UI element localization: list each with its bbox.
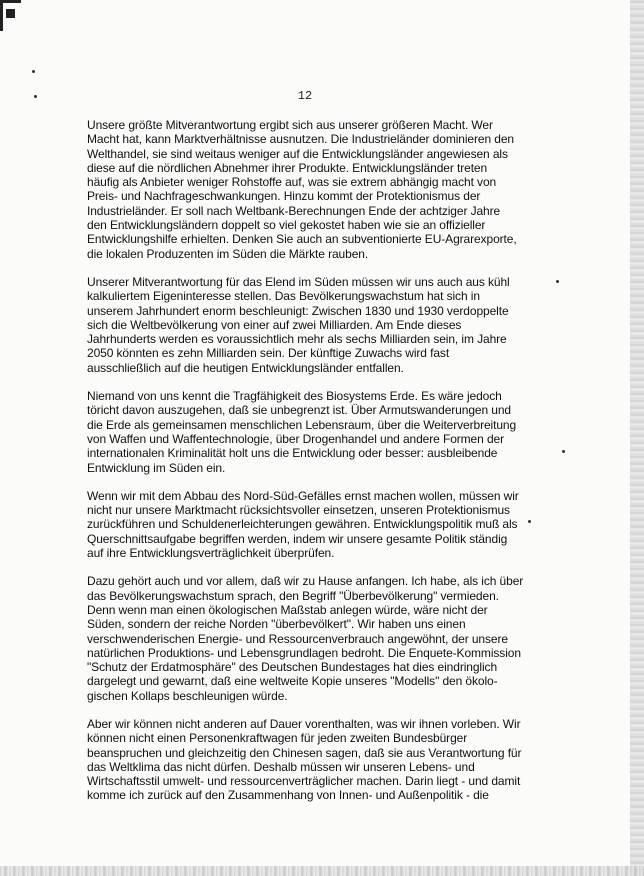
text-line: die Erde als gemeinsamen menschlichen Lebensraum, über die Weiterverbreitung: [87, 417, 517, 432]
text-line: Wirtschaftsstil umwelt- und ressourcenverträglicher machen. Darin liegt - und damit: [87, 774, 521, 789]
text-line: nicht nur unsere Marktmacht rücksichtsvoller einsetzen, unseren Protektionismus: [87, 503, 510, 518]
scan-speck: [562, 450, 565, 453]
text-line: Denn wenn man einen ökologischen Maßstab anlegen würde, wäre nicht der: [87, 602, 488, 617]
page-number: 12: [297, 89, 313, 103]
text-line: natürlichen Produktions- und Lebensgrundlagen bedroht. Die Enquete-Kommission: [87, 645, 521, 660]
text-line: 2050 könnten es zehn Milliarden sein. Der künftige Zuwachs wird fast: [87, 346, 450, 361]
text-line: zurückführen und Schuldenerleichterungen gewähren. Entwicklungspolitik muß als: [87, 517, 518, 532]
paragraph: [87, 118, 557, 261]
text-line: Entwicklung im Süden ein.: [87, 460, 226, 475]
text-line: das Bevölkerungswachstum sprach, den Begriff "Überbevölkerung" vermieden.: [87, 588, 499, 603]
text-line: Entwicklungshilfe erhielten. Denken Sie auch an subventionierte EU-Agrarexporte,: [87, 232, 517, 247]
text-line: Preis- und Nachfrageschwankungen. Hinzu kommt der Protektionismus der: [87, 189, 481, 204]
text-line: Unserer Mitverantwortung für das Elend im Süden müssen wir uns auch aus kühl: [87, 274, 510, 289]
text-line: diese auf die nördlichen Abnehmer ihrer Produkte. Entwicklungsländer treten: [87, 160, 488, 175]
text-line: das Weltklima das nicht dürfen. Deshalb müssen wir unseren Lebens- und: [87, 759, 475, 774]
text-line: komme ich zurück auf den Zusammenhang von Innen- und Außenpolitik - die: [87, 788, 489, 803]
scan-edge-bottom: [0, 866, 644, 876]
text-line: töricht davon auszugehen, daß sie unbegrenzt ist. Über Armutswanderungen und: [87, 403, 512, 418]
scan-corner-mark: [0, 0, 21, 31]
text-line: den Entwicklungsländern doppelt so viel gekostet haben wie sie an offizieller: [87, 218, 486, 233]
scan-edge-right: [630, 0, 644, 876]
text-line: auf ihre Entwicklungsverträglichkeit überprüfen.: [87, 546, 335, 561]
text-line: Macht hat, kann Marktverhältnisse ausnutzen. Die Industrieländer dominieren den: [87, 132, 515, 147]
text-line: Unsere größte Mitverantwortung ergibt sich aus unserer größeren Macht. Wer: [87, 118, 493, 132]
text-line: unserem Jahrhundert enorm beschleunigt: Zwischen 1830 und 1930 verdoppelte: [87, 303, 509, 318]
text-line: Wenn wir mit dem Abbau des Nord-Süd-Gefälles ernst machen wollen, müssen wir: [87, 488, 519, 503]
text-line: Süden, sondern der reiche Norden "überbevölkert". Wir haben uns einen: [87, 617, 466, 632]
text-line: "Schutz der Erdatmosphäre" des Deutschen Bundestages hat dies eindringlich: [87, 660, 498, 675]
text-line: verschwenderischen Energie- und Ressourcenverbrauch angewöhnt, der unsere: [87, 631, 508, 646]
text-line: ausschließlich auf die heutigen Entwicklungsländer entfallen.: [87, 360, 404, 375]
text-line: Jahrhunderts werden es voraussichtlich mehr als sechs Milliarden sein, im Jahre: [87, 332, 507, 347]
paragraph: [87, 389, 557, 475]
text-line: gischen Kollaps beschleunigen würde.: [87, 688, 288, 703]
text-line: häufig als Anbieter weniger Rohstoffe auf, was sie extrem abhängig macht von: [87, 175, 497, 190]
text-line: dargelegt und gewarnt, daß eine weltweite Kopie unseres "Modells" den ökolo-: [87, 674, 498, 689]
text-line: Dazu gehört auch und vor allem, daß wir zu Hause anfangen. Ich habe, als ich über: [87, 574, 524, 589]
text-line: Welthandel, sie sind weitaus weniger auf die Entwicklungsländer angewiesen als: [87, 146, 508, 161]
text-line: Niemand von uns kennt die Tragfähigkeit des Biosystems Erde. Es wäre jedoch: [87, 389, 502, 404]
text-line: beanspruchen und gleichzeitig den Chinesen sagen, daß sie aus Verantwortung für: [87, 745, 522, 760]
paragraph: [87, 275, 557, 375]
text-line: kalkuliertem Eigeninteresse stellen. Das Bevölkerungswachstum hat sich in: [87, 289, 480, 304]
text-line: von Waffen und Waffentechnologie, über Drogenhandel und andere Formen der: [87, 431, 504, 446]
text-line: Querschnittsaufgabe begriffen werden, indem wir unsere gesamte Politik ständig: [87, 531, 508, 546]
paragraph: [87, 489, 557, 560]
text-line: Aber wir können nicht anderen auf Dauer vorenthalten, was wir ihnen vorleben. Wir: [87, 716, 521, 731]
text-line: internationalen Kriminalität holt uns die Entwicklung oder besser: ausbleibende: [87, 446, 498, 461]
text-line: Industrieländer. Er soll nach Weltbank-Berechnungen Ende der achtziger Jahre: [87, 203, 501, 218]
scan-speck: [32, 70, 35, 73]
document-body: [87, 118, 557, 817]
text-line: die lokalen Produzenten im Süden die Märkte rauben.: [87, 246, 369, 261]
text-line: können nicht einen Personenkraftwagen für jeden zweiten Bundesbürger: [87, 731, 468, 746]
paragraph: [87, 574, 557, 703]
text-line: sich die Weltbevölkerung von einer auf zwei Milliarden. Am Ende dieses: [87, 317, 462, 332]
paragraph: [87, 717, 557, 803]
